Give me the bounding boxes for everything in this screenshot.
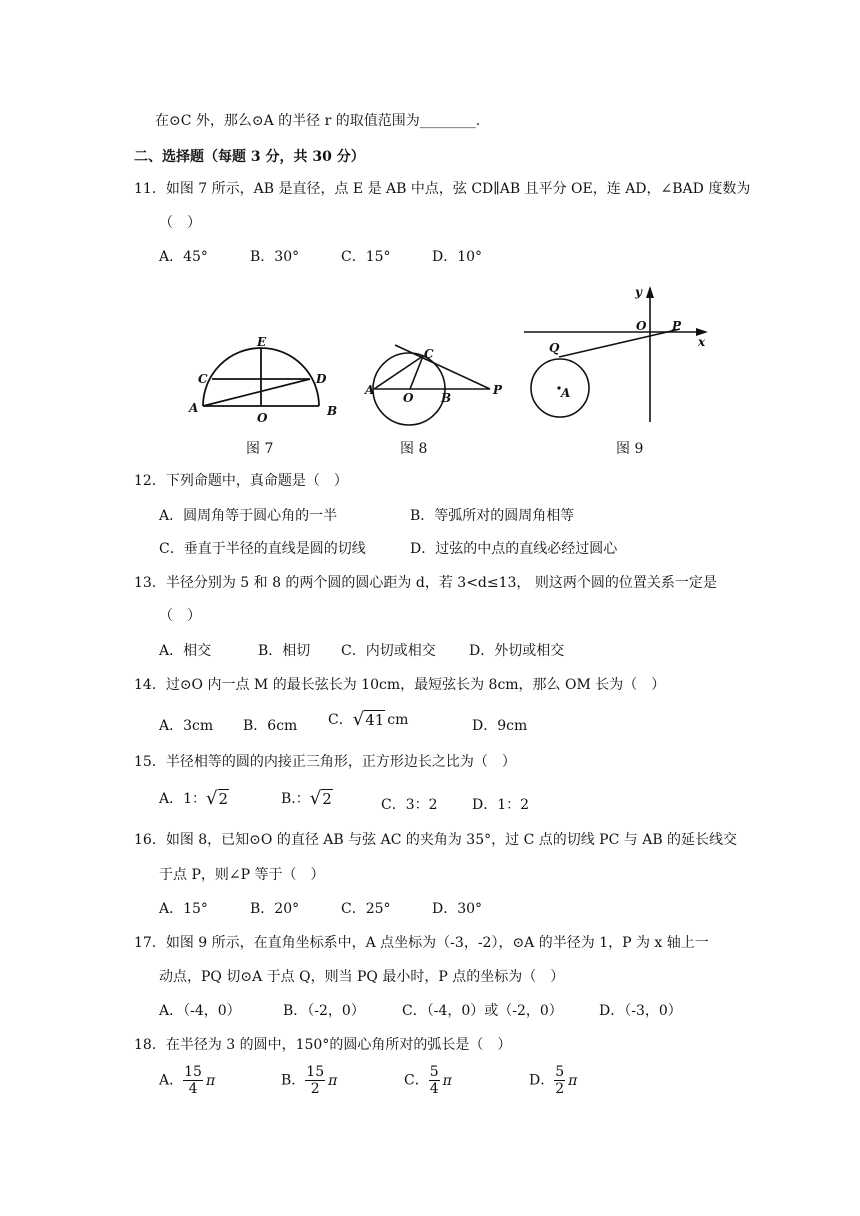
question-stem: 17．如图 9 所示，在直角坐标系中，A 点坐标为（-3，-2），⊙A 的半径为 1，P 为 x 轴上一 — [134, 935, 709, 951]
numerator: 5 — [429, 1064, 439, 1080]
option-c-unit: cm — [387, 712, 409, 728]
denominator: 4 — [429, 1081, 439, 1097]
option-d: D．（-3，0） — [599, 1003, 682, 1019]
fig7-label-c: C — [198, 372, 208, 386]
question-stem: 11．如图 7 所示，AB 是直径，点 E 是 AB 中点，弦 CD∥AB 且平分 OE，连 AD，∠BAD 度数为 — [134, 181, 751, 197]
option-a: A．（-4，0） — [159, 1003, 241, 1019]
option-a: A．45° — [159, 249, 208, 265]
fig8-label-o: O — [403, 391, 414, 405]
option-c: C．（-4，0）或（-2，0） — [402, 1003, 563, 1019]
option-d: D．过弦的中点的直线必经过圆心 — [410, 541, 618, 557]
option-c: C．15° — [341, 249, 391, 265]
option-b — [281, 1064, 337, 1097]
question-stem-cont: （ ） — [159, 608, 201, 624]
option-b: B．等弧所对的圆周角相等 — [410, 508, 575, 524]
section-title: 二、选择题（每题 3 分，共 30 分） — [134, 149, 365, 165]
question-stem: 14．过⊙O 内一点 M 的最长弦长为 10cm，最短弦长为 8cm，那么 OM 长为（ ） — [134, 677, 666, 693]
option-d: D．1：2 — [472, 797, 530, 813]
figures-area — [0, 282, 860, 462]
numerator: 15 — [306, 1064, 325, 1080]
option-d: D．外切或相交 — [469, 643, 565, 659]
sqrt-symbol: √2 — [206, 788, 229, 809]
pi-symbol: π — [328, 1072, 338, 1089]
option-b: B．相切 — [258, 643, 311, 659]
fraction — [429, 1064, 440, 1097]
option-prefix: B． — [281, 1072, 306, 1089]
sqrt-radicand: 2 — [218, 790, 229, 808]
sqrt-radicand: 2 — [322, 790, 332, 808]
numerator: 5 — [555, 1064, 565, 1080]
option-prefix: D． — [529, 1072, 555, 1089]
option-b — [281, 789, 333, 809]
option-prefix: A． — [159, 1072, 184, 1089]
option-c-prefix: C． — [328, 712, 353, 728]
question-stem-cont: （ ） — [159, 215, 201, 231]
question-stem: 13．半径分别为 5 和 8 的两个圆的圆心距为 d，若 3<d≤13， 则这两个圆的位置关系一定是 — [134, 575, 717, 591]
fig9-label-o: O — [636, 319, 647, 333]
sqrt-radicand: 41 — [365, 711, 385, 729]
fig7-label-b: B — [327, 404, 338, 418]
fig7-label-d: D — [316, 372, 327, 386]
question-stem-cont: 于点 P，则∠P 等于（ ） — [159, 867, 325, 883]
option-c: C．内切或相交 — [341, 643, 436, 659]
fig8-label-c: C — [424, 347, 434, 361]
question-stem: 12．下列命题中，真命题是（ ） — [134, 473, 348, 489]
intro-line: 在⊙C 外，那么⊙A 的半径 r 的取值范围为________. — [155, 113, 481, 129]
option-c — [328, 710, 408, 730]
option-a-prefix: A．1： — [159, 791, 207, 807]
option-d: D．10° — [432, 249, 483, 265]
question-stem: 18．在半径为 3 的圆中，150°的圆心角所对的弧长是（ ） — [134, 1037, 512, 1053]
denominator: 2 — [555, 1081, 565, 1097]
denominator: 4 — [188, 1081, 198, 1097]
sqrt-symbol: √2 — [309, 788, 332, 809]
option-a — [159, 789, 229, 809]
option-c: C．3：2 — [381, 797, 438, 813]
option-d: D．9cm — [472, 718, 528, 734]
figure-9 — [524, 288, 704, 422]
pi-symbol: π — [568, 1072, 578, 1089]
fig7-caption: 图 7 — [246, 441, 274, 457]
fig8-label-b: B — [441, 391, 452, 405]
fig9-label-q: Q — [549, 341, 560, 355]
fraction — [183, 1064, 203, 1097]
option-b: B．（-2，0） — [283, 1003, 365, 1019]
fig7-label-a: A — [189, 401, 199, 415]
option-a: A．相交 — [159, 643, 212, 659]
option-c: C．垂直于半径的直线是圆的切线 — [159, 541, 366, 557]
sqrt-symbol: √41 — [352, 709, 385, 730]
pi-symbol: π — [442, 1072, 452, 1089]
fig7-label-o: O — [257, 411, 268, 425]
option-c — [404, 1064, 452, 1097]
fig8-caption: 图 8 — [400, 441, 428, 457]
option-a: A．3cm — [159, 718, 214, 734]
fig9-label-p: P — [672, 319, 682, 333]
option-b-prefix: B.： — [281, 791, 310, 807]
fig8-label-a: A — [365, 383, 375, 397]
option-a: A．15° — [159, 901, 208, 917]
fig9-caption: 图 9 — [616, 441, 644, 457]
option-d: D．30° — [432, 901, 483, 917]
option-c: C．25° — [341, 901, 391, 917]
fig8-label-p: P — [493, 383, 503, 397]
fig9-label-x: x — [698, 335, 706, 349]
option-b: B．20° — [250, 901, 300, 917]
pi-symbol: π — [205, 1072, 216, 1089]
question-stem: 16．如图 8，已知⊙O 的直径 AB 与弦 AC 的夹角为 35°，过 C 点的切线 PC 与 AB 的延长线交 — [134, 832, 738, 848]
fig9-label-y: y — [635, 285, 642, 299]
option-a — [159, 1064, 215, 1097]
fraction — [554, 1064, 565, 1097]
figure-7 — [203, 348, 319, 406]
option-prefix: C． — [404, 1072, 429, 1089]
option-b: B．6cm — [243, 718, 298, 734]
option-d — [529, 1064, 577, 1097]
option-b: B．30° — [250, 249, 300, 265]
fig9-label-a: A — [561, 386, 571, 400]
numerator: 15 — [184, 1064, 202, 1080]
denominator: 2 — [310, 1081, 320, 1097]
option-a: A．圆周角等于圆心角的一半 — [159, 508, 338, 524]
question-stem-cont: 动点，PQ 切⊙A 于点 Q，则当 PQ 最小时，P 点的坐标为（ ） — [159, 969, 565, 985]
fig7-label-e: E — [257, 335, 267, 349]
question-stem: 15．半径相等的圆的内接正三角形，正方形边长之比为（ ） — [134, 754, 516, 770]
fraction — [305, 1064, 325, 1097]
